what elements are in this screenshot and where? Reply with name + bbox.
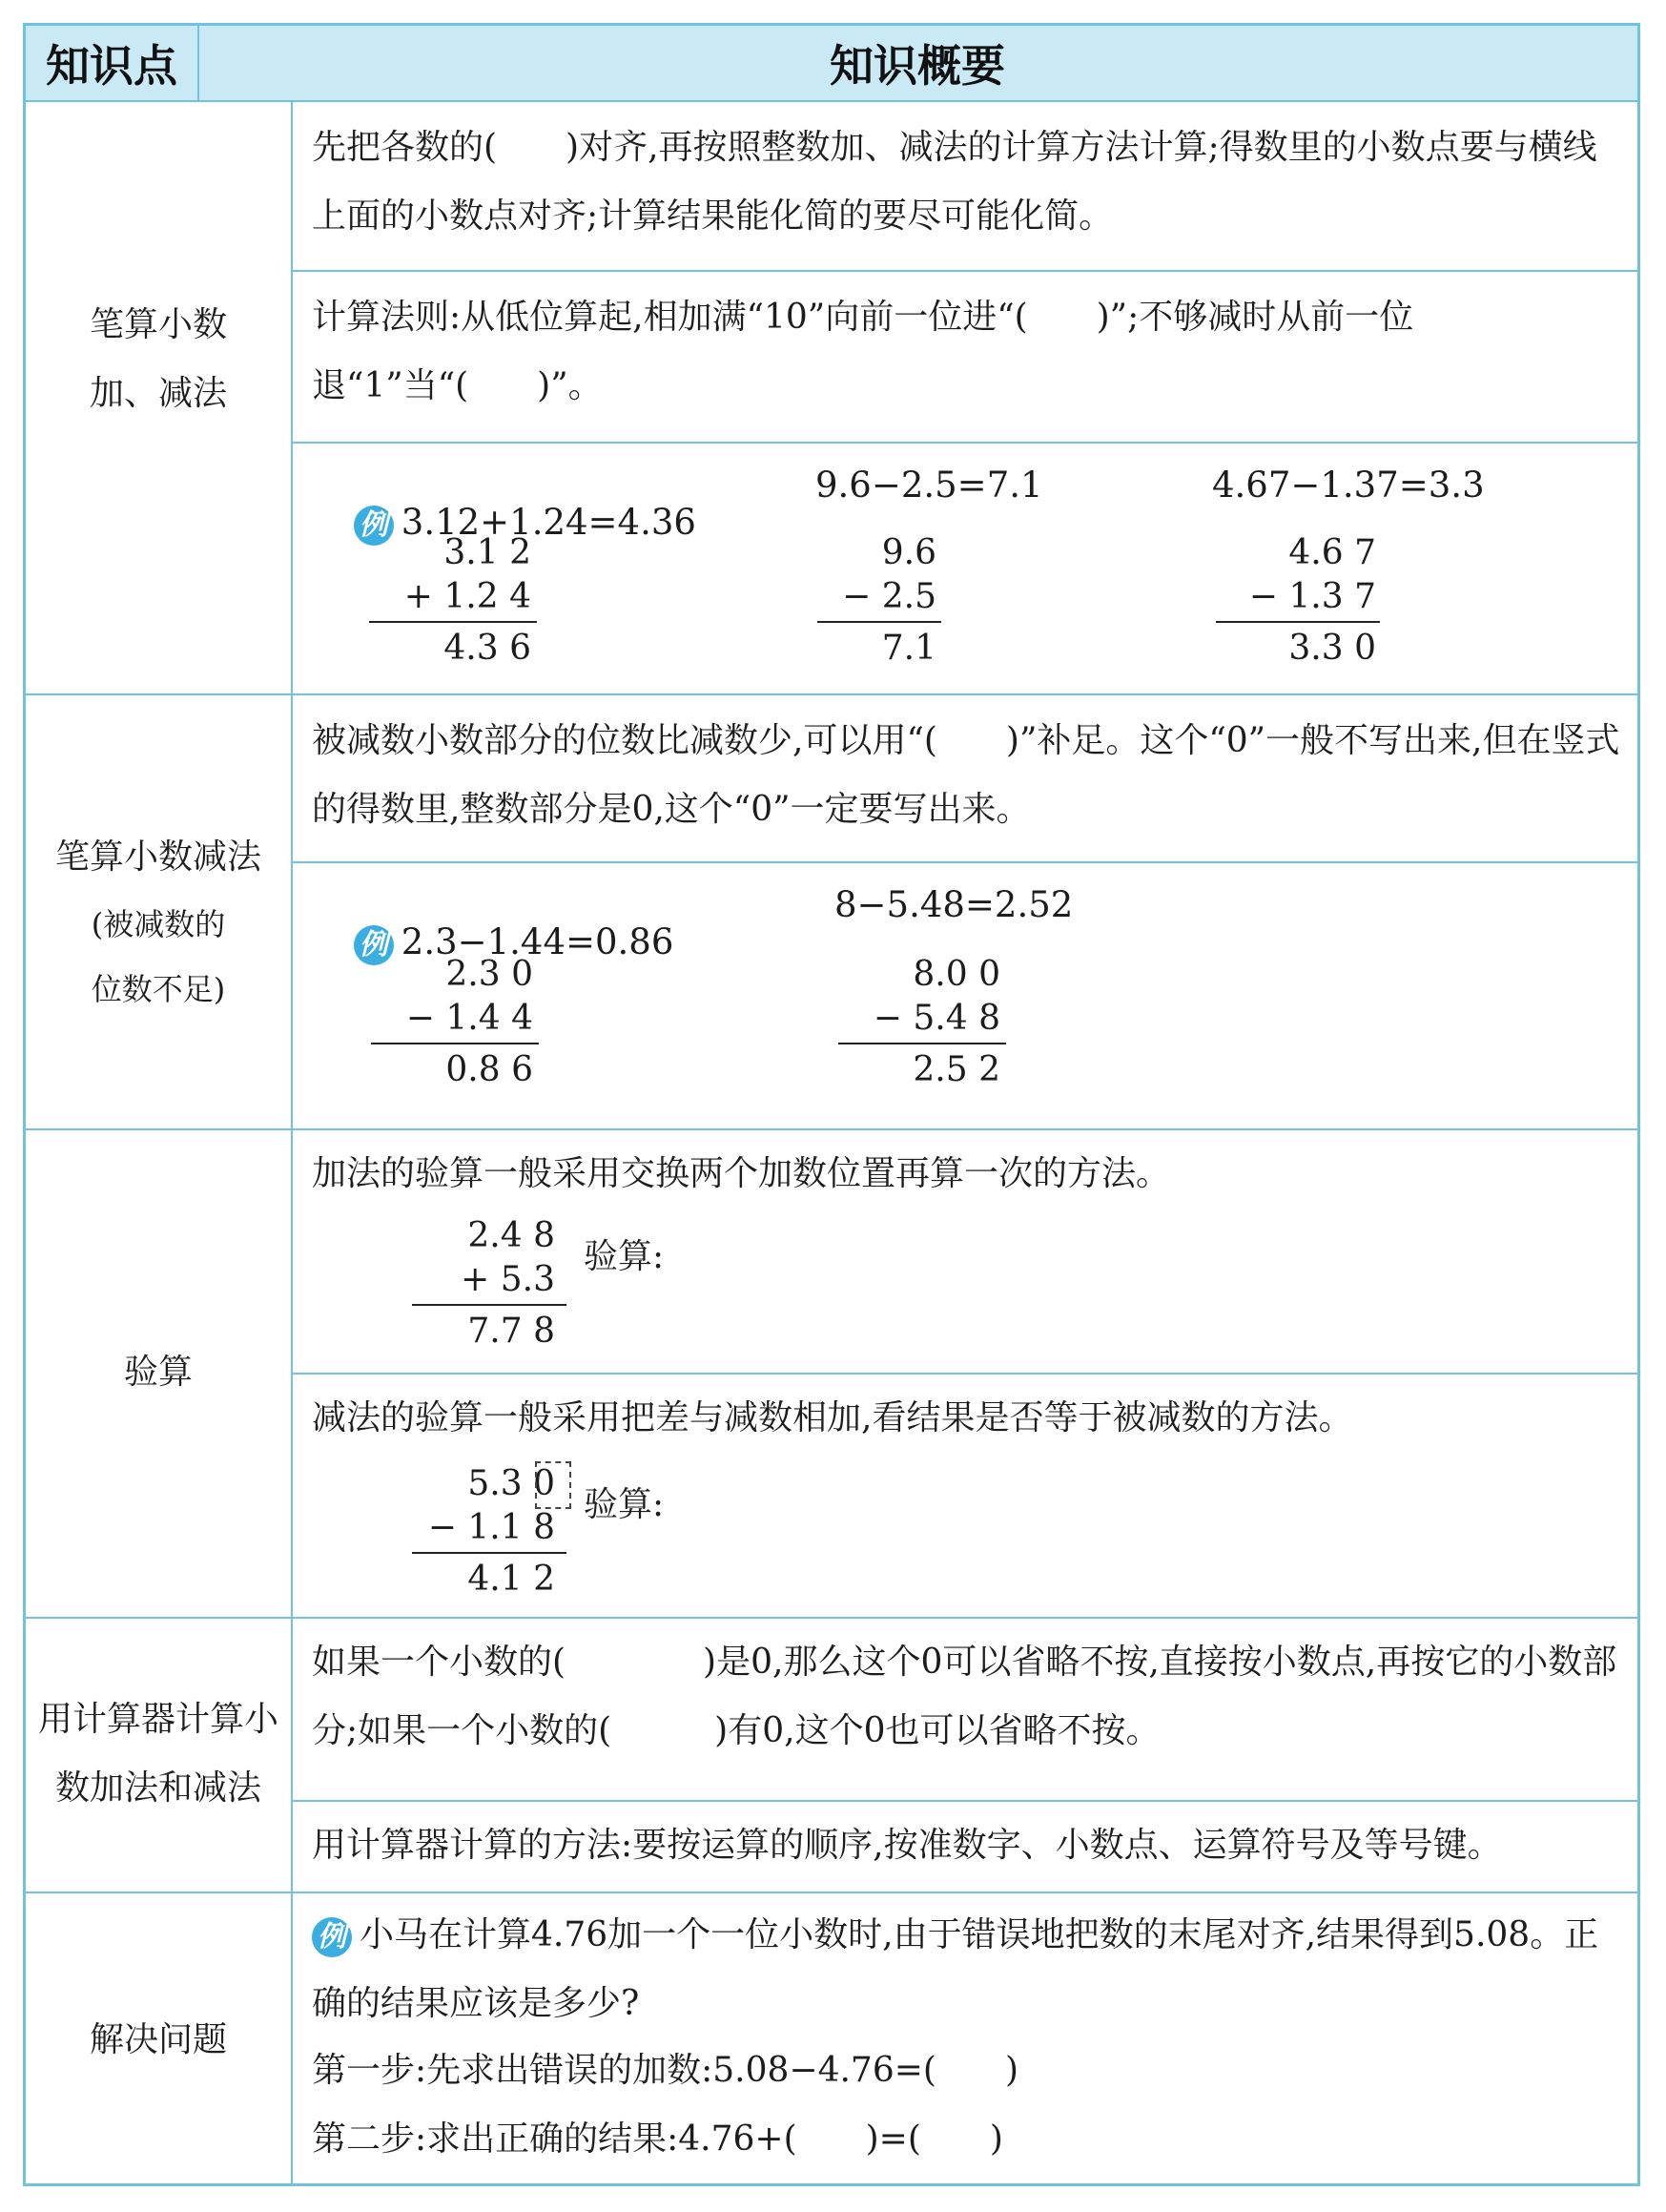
topic-label: 解决问题 xyxy=(89,2020,227,2059)
sub-divider xyxy=(291,442,1637,444)
r1-ex3-rule xyxy=(1216,621,1380,623)
r2-ex1-result: 0.8 6 xyxy=(445,1050,533,1089)
r4-paragraph-2: 用计算器计算的方法:要按运算的顺序,按准数字、小数点、运算符号及等号键。 xyxy=(312,1826,1502,1865)
r1-ex2-top: 9.6 xyxy=(881,533,936,572)
r5-paragraph-1 xyxy=(312,1901,1628,2038)
r3-sub-top: 5.3 0 xyxy=(467,1464,555,1503)
r1-paragraph-1: 先把各数的( )对齐,再按照整数加、减法的计算方法计算;得数里的小数点要与横线上面的小数点对齐;计算结果能化简的要尽可能化简。 xyxy=(312,128,1597,236)
r1-ex1-result: 4.3 6 xyxy=(443,629,531,668)
topic-written-add-sub xyxy=(26,274,291,445)
topic-verification xyxy=(26,1128,291,1617)
r1-ex2-rule xyxy=(817,621,941,623)
r1-ex1-rule xyxy=(369,621,537,623)
topic-label: 用计算器计算小 xyxy=(37,1700,278,1739)
r2-ex1-rule xyxy=(371,1043,539,1044)
r3-add-top: 2.4 8 xyxy=(467,1216,555,1255)
r2-ex2-equation: 8−5.48=2.52 xyxy=(834,884,1074,925)
knowledge-table xyxy=(23,23,1640,2186)
r3-paragraph-1: 加法的验算一般采用交换两个加数位置再算一次的方法。 xyxy=(312,1154,1171,1193)
r3-sub-rule xyxy=(412,1552,566,1554)
r1-ex3-equation: 4.67−1.37=3.3 xyxy=(1212,465,1485,506)
r2-ex2-result: 2.5 2 xyxy=(913,1050,1000,1089)
topic-sublabel: 位数不足) xyxy=(91,971,226,1007)
r1-paragraph-2: 计算法则:从低位算起,相加满“10”向前一位进“( )”;不够减时从前一位退“1”当“( )”。 xyxy=(312,298,1414,405)
r1-ex1-bottom: + 1.2 4 xyxy=(403,577,531,616)
sub-divider xyxy=(291,270,1637,272)
topic-label: 笔算小数加、减法 xyxy=(89,305,227,413)
topic-label: 笔算小数减法 xyxy=(54,837,261,877)
r2-ex1-bottom: − 1.4 4 xyxy=(405,999,533,1038)
highlight-zero-box xyxy=(535,1461,571,1509)
r3-add-check-label: 验算: xyxy=(584,1237,665,1276)
r3-add-rule xyxy=(412,1304,566,1306)
header-col2: 知识概要 xyxy=(197,26,1637,100)
sub-divider xyxy=(291,1800,1637,1802)
row-divider xyxy=(26,693,1637,695)
topic-label: 数加法和减法 xyxy=(54,1768,261,1808)
r3-add-result: 7.7 8 xyxy=(467,1312,555,1351)
r1-ex2-bottom: − 2.5 xyxy=(842,577,936,616)
r3-sub-bottom: − 1.1 8 xyxy=(427,1508,555,1547)
r1-ex1-equation: 3.12+1.24=4.36 xyxy=(401,502,696,543)
r1-ex3-bottom: − 1.3 7 xyxy=(1248,577,1376,616)
r1-ex1-top: 3.1 2 xyxy=(443,533,531,572)
r1-ex2-result: 7.1 xyxy=(881,629,936,668)
r4-paragraph-1: 如果一个小数的( )是0,那么这个0可以省略不按,直接按小数点,再按它的小数部分;如果一个小数的( )有0,这个0也可以省略不按。 xyxy=(312,1643,1617,1750)
r1-ex2-equation: 9.6−2.5=7.1 xyxy=(815,465,1043,506)
r3-sub-check-label: 验算: xyxy=(584,1485,665,1524)
sub-divider xyxy=(291,1373,1637,1375)
topic-label: 验算 xyxy=(123,1353,193,1392)
header-divider xyxy=(197,26,199,100)
header-col1: 知识点 xyxy=(26,26,197,100)
r1-ex3-result: 3.3 0 xyxy=(1288,629,1376,668)
r2-paragraph-1: 被减数小数部分的位数比减数少,可以用“( )”补足。这个“0”一般不写出来,但在竖式的得数里,整数部分是0,这个“0”一定要写出来。 xyxy=(312,721,1620,829)
topic-problem-solving xyxy=(26,1892,291,2189)
r5-step-1: 第一步:先求出错误的加数:5.08−4.76=( ) xyxy=(312,2051,1018,2090)
topic-calculator xyxy=(26,1617,291,1892)
example-badge-icon: 例 xyxy=(354,506,394,546)
r2-ex2-bottom: − 5.4 8 xyxy=(873,999,1000,1038)
example-badge-icon: 例 xyxy=(312,1917,352,1957)
sub-divider xyxy=(291,861,1637,863)
topic-sublabel: (被减数的 xyxy=(91,906,226,942)
r2-ex2-top: 8.0 0 xyxy=(913,955,1000,994)
r5-problem-text: 小马在计算4.76加一个一位小数时,由于错误地把数的末尾对齐,结果得到5.08。正确的结果应该是多少? xyxy=(312,1915,1599,2023)
example-badge-icon: 例 xyxy=(354,925,394,965)
r3-paragraph-2: 减法的验算一般采用把差与减数相加,看结果是否等于被减数的方法。 xyxy=(312,1398,1353,1437)
r5-step-2: 第二步:求出正确的结果:4.76+( )=( ) xyxy=(312,2119,1003,2159)
r1-ex3-top: 4.6 7 xyxy=(1288,533,1376,572)
r3-sub-result: 4.1 2 xyxy=(467,1560,555,1599)
r2-ex1-top: 2.3 0 xyxy=(445,955,533,994)
r3-add-bottom: + 5.3 xyxy=(461,1260,555,1299)
r2-ex2-rule xyxy=(838,1043,1006,1044)
row-divider xyxy=(26,100,1637,102)
column-divider xyxy=(291,100,293,2185)
topic-written-sub-insufficient xyxy=(26,817,291,1027)
r2-ex1-equation: 2.3−1.44=0.86 xyxy=(401,921,674,962)
